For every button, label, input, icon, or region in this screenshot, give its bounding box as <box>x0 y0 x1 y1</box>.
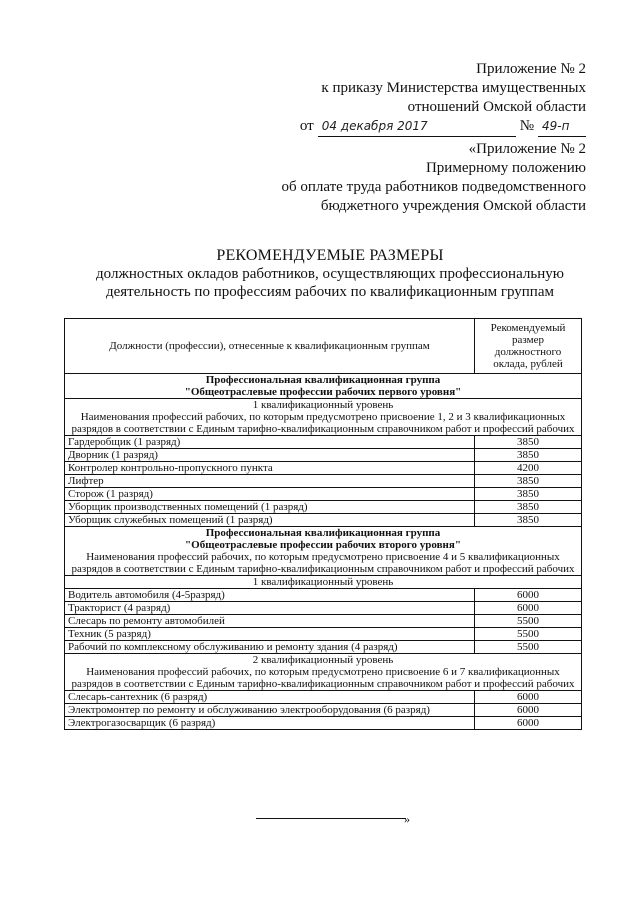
row-name: Водитель автомобиля (4-5разряд) <box>65 589 475 602</box>
group2-title1: Профессиональная квалификационная группа <box>205 527 441 539</box>
group2-level2-note: Наименования профессий рабочих, по которым предусмотрено присвоение 6 и 7 квалификационных разрядов в соответствии с Единым тарифно-квалификационным справочником работ и профессий рабочих <box>71 666 575 690</box>
table-row <box>65 717 582 730</box>
subtitle-line2: деятельность по профессиям рабочих по квалификационным группам <box>105 284 554 300</box>
table-row <box>65 488 582 501</box>
table-row <box>65 475 582 488</box>
row-value: 5500 <box>475 628 582 641</box>
col-header-salary: Рекомендуемый размер должностного оклада, рублей <box>475 319 582 374</box>
table-row <box>65 615 582 628</box>
group2-title2: "Общеотраслевые профессии рабочих второго уровня" <box>185 539 461 551</box>
group1-level1-note: Наименования профессий рабочих, по которым предусмотрено присвоение 1, 2 и 3 квалификационных разрядов в соответствии с Единым тарифно-квалификационным справочником работ и профессий рабочих <box>71 411 575 435</box>
row-value: 6000 <box>475 717 582 730</box>
row-value: 3850 <box>475 488 582 501</box>
from-label: от <box>299 118 314 134</box>
row-name: Уборщик производственных помещений (1 разряд) <box>65 501 475 514</box>
table-row <box>65 641 582 654</box>
row-name: Тракторист (4 разряд) <box>65 602 475 615</box>
document-title <box>60 247 600 301</box>
group2-level1-header <box>65 576 582 589</box>
number-label: № <box>519 118 534 134</box>
row-value: 3850 <box>475 449 582 462</box>
row-name: Лифтер <box>65 475 475 488</box>
regulation-reference <box>281 140 586 216</box>
table-row <box>65 589 582 602</box>
group2-level2-header <box>65 654 582 691</box>
row-value: 6000 <box>475 691 582 704</box>
table-row <box>65 462 582 475</box>
row-name: Уборщик служебных помещений (1 разряд) <box>65 514 475 527</box>
closing-quote: » <box>404 812 410 826</box>
table-row <box>65 449 582 462</box>
table-row <box>65 514 582 527</box>
row-value: 3850 <box>475 475 582 488</box>
row-name: Техник (5 разряд) <box>65 628 475 641</box>
group1-title2: "Общеотраслевые профессии рабочих первого уровня" <box>184 386 462 398</box>
row-name: Слесарь по ремонту автомобилей <box>65 615 475 628</box>
regulation-line2: об оплате труда работников подведомственного <box>281 179 586 195</box>
order-date-number-line <box>300 117 586 137</box>
group2-note: Наименования профессий рабочих, по которым предусмотрено присвоение 4 и 5 квалификационных разрядов в соответствии с Единым тарифно-квалификационным справочником работ и профессий рабочих <box>71 551 575 575</box>
group1-title1: Профессиональная квалификационная группа <box>205 374 441 386</box>
row-name: Рабочий по комплексному обслуживанию и ремонту здания (4 разряд) <box>65 641 475 654</box>
row-value: 6000 <box>475 704 582 717</box>
table-row <box>65 436 582 449</box>
group1-level1-header <box>65 399 582 436</box>
group1-header <box>65 374 582 399</box>
table-header-row <box>65 319 582 374</box>
row-name: Электромонтер по ремонту и обслуживанию электрооборудования (6 разряд) <box>65 704 475 717</box>
regulation-line1: Примерному положению <box>425 160 586 176</box>
order-reference <box>300 60 586 137</box>
order-ministry-line: к приказу Министерства имущественных <box>321 80 586 96</box>
row-name: Контролер контрольно-пропускного пункта <box>65 462 475 475</box>
row-name: Электрогазосварщик (6 разряд) <box>65 717 475 730</box>
handwritten-number: 49-п <box>538 117 586 137</box>
row-value: 5500 <box>475 615 582 628</box>
table-row <box>65 602 582 615</box>
footer-divider <box>256 818 406 819</box>
table-row <box>65 691 582 704</box>
row-name: Дворник (1 разряд) <box>65 449 475 462</box>
appendix2-label: «Приложение № 2 <box>468 141 586 157</box>
group1-level1-label: 1 квалификационный уровень <box>252 399 394 411</box>
row-value: 3850 <box>475 436 582 449</box>
group2-header <box>65 527 582 576</box>
row-name: Гардеробщик (1 разряд) <box>65 436 475 449</box>
regulation-line3: бюджетного учреждения Омской области <box>320 198 586 214</box>
row-value: 6000 <box>475 589 582 602</box>
row-name: Слесарь-сантехник (6 разряд) <box>65 691 475 704</box>
row-value: 3850 <box>475 501 582 514</box>
row-name: Сторож (1 разряд) <box>65 488 475 501</box>
salary-table <box>64 318 582 730</box>
table-row <box>65 704 582 717</box>
row-value: 5500 <box>475 641 582 654</box>
order-region-line: отношений Омской области <box>407 99 586 115</box>
page-title: РЕКОМЕНДУЕМЫЕ РАЗМЕРЫ <box>216 247 444 264</box>
table-row <box>65 628 582 641</box>
row-value: 3850 <box>475 514 582 527</box>
table-row <box>65 501 582 514</box>
row-value: 6000 <box>475 602 582 615</box>
handwritten-date: 04 декабря 2017 <box>318 117 516 137</box>
row-value: 4200 <box>475 462 582 475</box>
subtitle-line1: должностных окладов работников, осуществляющих профессиональную <box>96 266 564 282</box>
appendix-label: Приложение № 2 <box>476 61 586 77</box>
group2-level2-label: 2 квалификационный уровень <box>252 654 394 666</box>
col-header-positions: Должности (профессии), отнесенные к квалификационным группам <box>65 319 475 374</box>
group2-level1-label: 1 квалификационный уровень <box>65 576 582 589</box>
